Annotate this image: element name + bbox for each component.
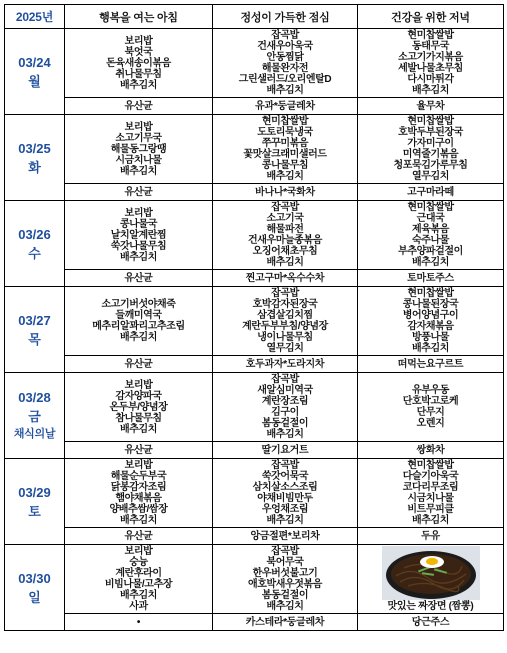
date-cell [5,545,65,631]
header-row [5,5,504,29]
menu-item: 감자양파국 [115,390,162,402]
menu-item: 애호박새우젓볶음 [247,579,323,590]
menu-item: 비빔나물/고추장 [104,579,173,590]
weekday-label: 목 [28,331,41,347]
menu-item: 제육볶음 [411,224,450,235]
day-row [5,201,504,270]
menu-item: 콩나물된장국 [402,299,459,310]
dinner-snack-cell: 토마토주스 [358,270,504,287]
dinner-photo-block [358,546,503,612]
day-row [5,545,504,614]
menu-item: 시금치나물 [115,154,162,166]
menu-item: 콩나물국 [119,218,158,230]
day-row [5,29,504,98]
menu-item: 근대국 [416,213,445,224]
lunch-cell [213,373,358,442]
menu-item: 잡곡밥 [271,202,299,213]
menu-item: 참나물무침 [115,412,162,424]
menu-item: 야채비빔만두 [257,493,313,504]
menu-item: 잡곡밥 [271,546,299,557]
menu-item: 그린샐러드/오리엔탈D [238,74,332,85]
menu-item: 병어양념구이 [402,310,459,321]
date-cell [5,459,65,545]
date-label: 03/28 [18,390,51,405]
menu-item: 배추김치 [119,515,158,526]
menu-item: 배추김치 [266,257,304,268]
date-label: 03/25 [18,140,51,156]
menu-item: 코다리무조림 [402,482,459,493]
breakfast-snack-cell: • [65,614,213,631]
menu-item: 배추김치 [119,165,158,177]
menu-item: 북어무국 [266,557,304,568]
lunch-cell [213,545,358,614]
jjajangmyeon-photo [382,546,480,600]
breakfast-cell [65,115,213,184]
menu-item: 유부우동 [411,385,450,396]
menu-item: 소고기가지볶음 [398,52,463,63]
menu-item: 삼겹살김치찜 [257,310,313,321]
breakfast-snack-cell: 유산균 [65,528,213,545]
menu-item: 한우버섯불고기 [252,568,318,579]
menu-item: 현미찹쌀밥 [261,116,309,127]
menu-item: 쑥갓나물무침 [110,240,167,252]
date-cell [5,29,65,115]
date-cell [5,115,65,201]
day-row [5,287,504,356]
menu-item: 북엇국 [124,46,153,58]
menu-item: 들깨미역국 [115,310,162,321]
menu-item: 숙주나물 [411,235,450,246]
weekday-label: 금 [28,409,41,424]
menu-item: 배추김치 [411,515,450,526]
lunch-cell [213,201,358,270]
menu-item: 단호박고로케 [402,396,459,407]
menu-item: 현미찹쌀밥 [407,460,454,471]
menu-item: 배추김치 [119,251,158,263]
menu-item: 미역줄기볶음 [402,149,459,160]
menu-item: 쑥갓어묵국 [261,471,309,482]
menu-item: 현미찹쌀밥 [407,202,454,213]
menu-item: 감자채볶음 [407,321,454,332]
menu-item: 소고기버섯야채죽 [101,299,176,310]
meal-schedule-table [4,4,504,631]
menu-item: 삼치살소스조림 [252,482,318,493]
day-row [5,373,504,442]
snack-row [5,442,504,459]
menu-item: 소고기무국 [115,132,162,144]
menu-item: 취나물무침 [115,68,162,80]
menu-item: 배추김치 [411,257,450,268]
menu-item: 가자미구이 [407,138,454,149]
day-row [5,115,504,184]
menu-item: 다슬기아욱국 [402,471,459,482]
menu-item: 방풍나물 [411,332,450,343]
menu-item: 잡곡밥 [271,288,299,299]
breakfast-cell [65,287,213,356]
menu-item: 콩나물무침 [261,160,309,171]
lunch-snack-cell: 앙금절편*보리차 [213,528,358,545]
menu-item: 배추김치 [411,85,450,96]
lunch-header: 정성이 가득한 점심 [213,5,358,29]
dinner-cell [358,29,504,98]
menu-item: 계란장조림 [261,396,309,407]
dinner-snack-cell: 두유 [358,528,504,545]
menu-item: 계란두부부침/양념장 [242,321,328,332]
dinner-snack-cell: 떠먹는요구르트 [358,356,504,373]
lunch-snack-cell: 유과*둥글레차 [213,98,358,115]
menu-item: 배추김치 [119,590,158,601]
menu-item: 청포묵김가루무침 [393,160,468,171]
menu-item: 꽃맛살크래미샐러드 [243,149,327,160]
menu-item: 비트무피클 [407,504,454,515]
snack-row [5,270,504,287]
breakfast-snack-cell: 유산균 [65,442,213,459]
menu-item: 봄동겉절이 [261,418,309,429]
date-cell [5,287,65,373]
dinner-cell [358,115,504,184]
breakfast-cell [65,459,213,528]
dinner-cell [358,459,504,528]
day-row [5,459,504,528]
menu-item: 다시마튀각 [407,74,454,85]
dinner-cell [358,373,504,442]
menu-item: 배추김치 [266,429,304,440]
menu-item: 현미찹쌀밥 [407,30,454,41]
menu-item: 열무김치 [266,343,304,354]
menu-item: 소고기국 [266,213,304,224]
menu-item: 쭈꾸미볶음 [261,138,309,149]
dinner-snack-cell: 당근주스 [358,614,504,631]
menu-item: 오렌지 [416,418,445,429]
snack-row [5,614,504,631]
menu-item: 단무지 [416,407,445,418]
menu-item: 햄야채볶음 [115,493,162,504]
day-note: 채식의날 [13,428,56,440]
table-header [5,5,504,29]
weekday-label: 월 [28,73,41,89]
dinner-cell [358,287,504,356]
menu-item: 날치알계란찜 [110,229,167,241]
lunch-snack-cell: 호두과자*도라지차 [213,356,358,373]
weekday-label: 수 [28,245,41,261]
weekday-label: 토 [28,503,41,519]
date-cell [5,373,65,459]
table-body [5,29,504,631]
menu-item: 현미찹쌀밥 [407,116,454,127]
lunch-snack-cell: 딸기요거트 [213,442,358,459]
breakfast-snack-cell: 유산균 [65,356,213,373]
menu-item: 호박감자된장국 [252,299,318,310]
menu-item: 배추김치 [119,423,158,435]
breakfast-header: 행복을 여는 아침 [65,5,213,29]
breakfast-cell [65,373,213,442]
menu-item: 봄동겉절이 [261,590,309,601]
menu-item: 안동찜닭 [266,52,304,63]
dinner-cell [358,201,504,270]
breakfast-snack-cell: 유산균 [65,98,213,115]
date-label: 03/30 [18,570,51,586]
menu-item: 도토리묵냉국 [257,127,313,138]
weekday-label: 화 [28,159,41,175]
breakfast-cell [65,545,213,614]
lunch-cell [213,29,358,98]
lunch-cell [213,459,358,528]
menu-item: 배추김치 [266,171,304,182]
dinner-snack-cell: 율무차 [358,98,504,115]
menu-item: 새알심미역국 [257,385,313,396]
snack-row [5,528,504,545]
dinner-snack-cell: 고구마라떼 [358,184,504,201]
menu-item: 배추김치 [411,343,450,354]
date-label: 03/27 [18,312,51,328]
photo-caption: 맛있는 짜장면 (짬뽕) [387,601,474,612]
menu-item: 잡곡밥 [271,374,299,385]
menu-item: 오징어채초무침 [252,246,318,257]
menu-item: 사과 [129,601,148,612]
lunch-snack-cell: 카스테라*둥글레차 [213,614,358,631]
date-cell [5,201,65,287]
menu-item: 세발나물초무침 [398,63,463,74]
menu-item: 양배추쌈/쌈장 [109,504,168,515]
menu-item: 동태무국 [411,41,450,52]
menu-item: 건새우아욱국 [257,41,313,52]
date-label: 03/26 [18,226,51,242]
menu-item: 시금치나물 [407,493,454,504]
menu-item: 보리밥 [124,546,153,557]
lunch-cell [213,287,358,356]
date-label: 03/29 [18,484,51,500]
menu-item: 잡곡밥 [271,460,299,471]
menu-item: 냉이나물무침 [257,332,313,343]
menu-item: 열무김치 [411,171,450,182]
menu-item: 현미찹쌀밥 [407,288,454,299]
menu-item: 부추양파겉절이 [398,246,463,257]
menu-item: 메추리알꽈리고추조림 [92,321,185,332]
menu-item: 보리밥 [124,121,153,133]
menu-item: 보리밥 [124,460,153,471]
menu-item: 해물파전 [266,224,304,235]
date-label: 03/24 [18,54,51,70]
snack-row [5,356,504,373]
egg-garnish [420,556,444,568]
menu-item: 해물순두부국 [110,471,167,482]
menu-item: 배추김치 [266,515,304,526]
menu-item: 보리밥 [124,35,153,47]
menu-item: 해물동그랑땡 [110,143,167,155]
menu-item: 건새우마늘종볶음 [247,235,323,246]
snack-row [5,184,504,201]
dinner-header: 건강을 위한 저녁 [358,5,504,29]
menu-item: 온두부/양념장 [109,401,168,413]
breakfast-snack-cell: 유산균 [65,270,213,287]
menu-item: 우엉채조림 [261,504,309,515]
menu-item: 호박두부된장국 [398,127,463,138]
dinner-snack-cell: 쌍화차 [358,442,504,459]
menu-item: 배추김치 [266,601,304,612]
menu-item: 배추김치 [119,332,158,343]
year-header: 2025년 [5,5,65,29]
menu-item: 보리밥 [124,379,153,391]
menu-item: 배추김치 [119,79,158,91]
menu-item: 해물완자전 [261,63,309,74]
lunch-snack-cell: 찐고구마*옥수수차 [213,270,358,287]
menu-item: 보리밥 [124,207,153,219]
weekday-label: 일 [28,589,41,605]
menu-item: 잡곡밥 [271,30,299,41]
menu-item: 돈육새송이볶음 [106,57,171,69]
breakfast-cell [65,29,213,98]
menu-item: 김구이 [271,407,299,418]
menu-item: 계란후라이 [115,568,162,579]
dinner-cell [358,545,504,614]
menu-item: 배추김치 [266,85,304,96]
breakfast-snack-cell: 유산균 [65,184,213,201]
lunch-cell [213,115,358,184]
lunch-snack-cell: 바나나*국화차 [213,184,358,201]
snack-row [5,98,504,115]
menu-item: 닭봉감자조림 [110,482,167,493]
breakfast-cell [65,201,213,270]
menu-item: 숭늉 [129,557,148,568]
